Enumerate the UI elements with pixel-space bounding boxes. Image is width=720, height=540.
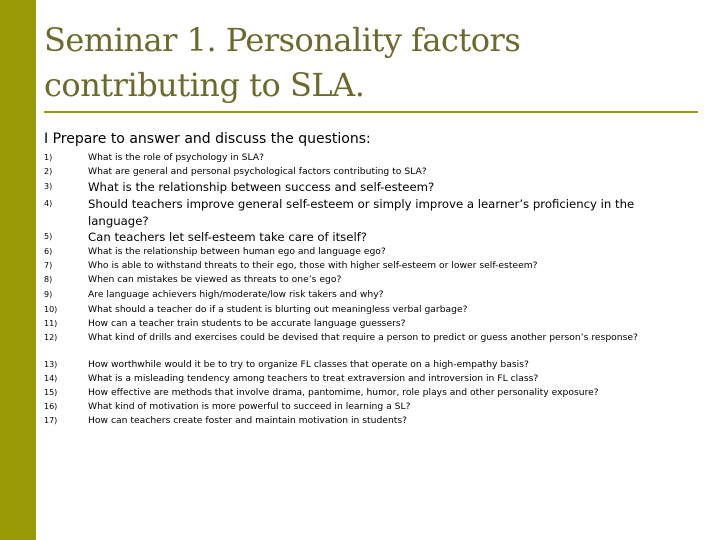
question-text: What should a teacher do if a student is blurting out meaningless verbal garbage? (88, 304, 468, 315)
question-number: 12) (44, 333, 58, 342)
question-text: What is the role of psychology in SLA? (88, 152, 264, 163)
question-number: 2) (44, 167, 53, 176)
question-number: 1) (44, 153, 53, 162)
question-number: 6) (44, 247, 53, 256)
question-number: 9) (44, 290, 53, 299)
question-text: What kind of drills and exercises could be devised that require a person to predict or guess another person’s response? (88, 332, 638, 343)
question-text: What kind of motivation is more powerful to succeed in learning a SL? (88, 401, 411, 412)
question-text: Should teachers improve general self-esteem or simply improve a learner’s proficiency in the language? (88, 197, 635, 228)
question-number: 7) (44, 261, 53, 270)
intro-text: I Prepare to answer and discuss the questions: (44, 131, 371, 147)
question-text: How can a teacher train students to be accurate language guessers? (88, 318, 406, 329)
question-number: 10) (44, 305, 58, 314)
question-text: What are general and personal psychological factors contributing to SLA? (88, 166, 427, 177)
question-number: 16) (44, 402, 58, 411)
question-text: What is the relationship between success and self-esteem? (88, 180, 435, 194)
question-number: 15) (44, 388, 58, 397)
question-number: 17) (44, 416, 58, 425)
question-text: Are language achievers high/moderate/low risk takers and why? (88, 289, 384, 300)
question-number: 5) (44, 232, 53, 241)
question-number: 8) (44, 275, 53, 284)
question-number: 3) (44, 182, 53, 191)
question-text: Can teachers let self-esteem take care of itself? (88, 230, 368, 244)
question-text: What is a misleading tendency among teachers to treat extraversion and introversion in FL class? (88, 373, 539, 384)
question-text: How worthwhile would it be to try to organize FL classes that operate on a high-empathy basis? (88, 359, 529, 370)
question-text: What is the relationship between human ego and language ego? (88, 246, 386, 257)
question-number: 11) (44, 319, 58, 328)
question-text: How can teachers create foster and maintain motivation in students? (88, 415, 408, 426)
question-text: When can mistakes be viewed as threats to one’s ego? (88, 274, 342, 285)
question-text: Who is able to withstand threats to their ego, those with higher self-esteem or lower self-esteem? (88, 260, 538, 271)
question-text: How effective are methods that involve drama, pantomime, humor, role plays and other personality exposure? (88, 387, 599, 398)
question-number: 13) (44, 360, 58, 369)
left-accent-bar (0, 0, 36, 540)
question-number: 14) (44, 374, 58, 383)
slide-title: Seminar 1. Personality factors contributing to SLA. (44, 21, 521, 104)
question-number: 4) (44, 199, 53, 208)
title-divider (44, 111, 698, 113)
